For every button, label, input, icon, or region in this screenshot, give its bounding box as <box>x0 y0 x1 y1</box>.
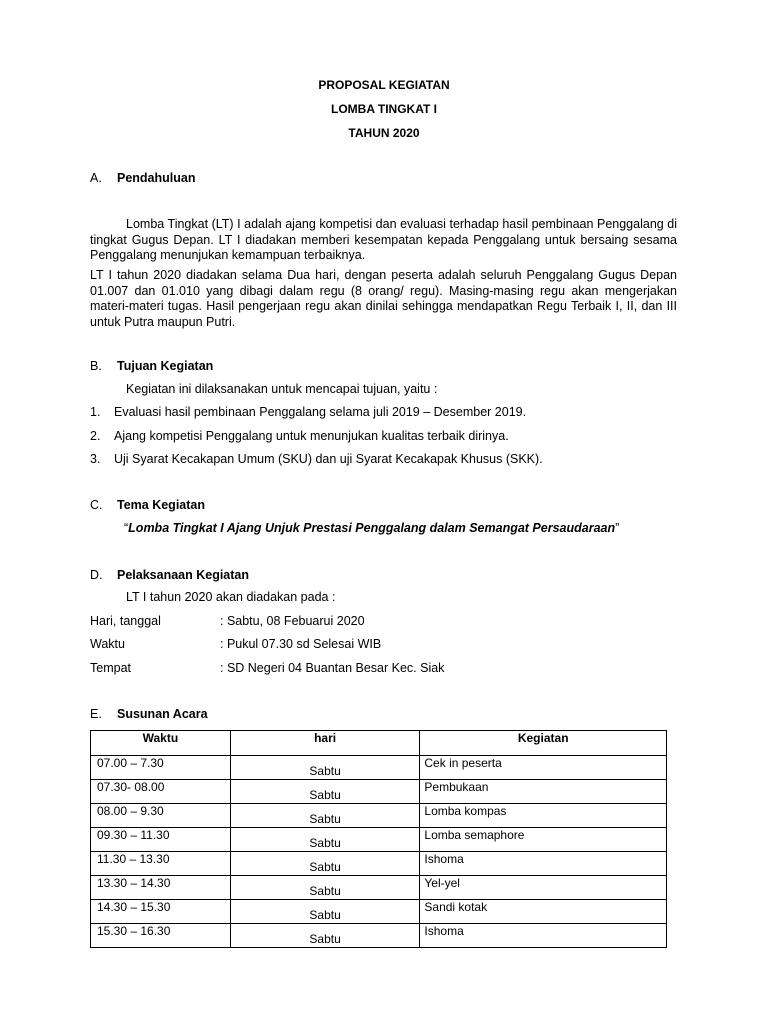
section-d-intro: LT I tahun 2020 akan diadakan pada : <box>126 590 336 604</box>
section-b-title: Tujuan Kegiatan <box>117 359 214 373</box>
quote-open: “ <box>124 521 129 535</box>
list-item-text: Ajang kompetisi Penggalang untuk menunjukan kualitas terbaik dirinya. <box>114 429 509 443</box>
detail-value-time: : Pukul 07.30 sd Selesai WIB <box>220 637 382 651</box>
section-a-title: Pendahuluan <box>117 171 196 185</box>
doc-subtitle: LOMBA TINGKAT I <box>331 102 437 116</box>
cell-kegiatan: Pembukaan <box>420 780 667 804</box>
cell-waktu: 09.30 – 11.30 <box>91 828 231 852</box>
doc-title: PROPOSAL KEGIATAN <box>318 78 450 92</box>
section-a-paragraph-2: LT I tahun 2020 diadakan selama Dua hari, dengan peserta adalah seluruh Penggalang Gugus Depan 01.007 dan 01.010 yang dibagi dalam regu (8 orang/ regu). Masing-masing regu akan mengerjakan materi-materi tugas. Hasil pengerjaan regu akan dinilai sehingga mendapatkan Regu Terbaik I, II, dan III untuk Putra maupun Putri. <box>90 268 677 329</box>
cell-kegiatan: Lomba kompas <box>420 804 667 828</box>
cell-hari: Sabtu <box>230 756 420 780</box>
cell-waktu: 07.30- 08.00 <box>91 780 231 804</box>
column-header-hari: hari <box>230 731 420 756</box>
quote-close: ” <box>615 521 620 535</box>
cell-kegiatan: Ishoma <box>420 852 667 876</box>
table-row <box>91 900 667 924</box>
cell-hari: Sabtu <box>230 852 420 876</box>
list-item-number: 1. <box>90 405 101 419</box>
detail-value-date: : Sabtu, 08 Febuarui 2020 <box>220 614 365 628</box>
cell-hari: Sabtu <box>230 780 420 804</box>
cell-waktu: 14.30 – 15.30 <box>91 900 231 924</box>
cell-waktu: 08.00 – 9.30 <box>91 804 231 828</box>
section-d-title: Pelaksanaan Kegiatan <box>117 568 250 582</box>
table-row <box>91 852 667 876</box>
column-header-waktu: Waktu <box>91 731 231 756</box>
cell-kegiatan: Cek in peserta <box>420 756 667 780</box>
schedule-table <box>90 730 667 948</box>
list-item-text: Uji Syarat Kecakapan Umum (SKU) dan uji Syarat Kecakapak Khusus (SKK). <box>114 452 543 466</box>
cell-hari: Sabtu <box>230 876 420 900</box>
table-row <box>91 876 667 900</box>
detail-label-place: Tempat <box>90 661 131 675</box>
cell-waktu: 15.30 – 16.30 <box>91 924 231 948</box>
cell-kegiatan: Yel-yel <box>420 876 667 900</box>
cell-waktu: 11.30 – 13.30 <box>91 852 231 876</box>
cell-kegiatan: Sandi kotak <box>420 900 667 924</box>
cell-waktu: 07.00 – 7.30 <box>91 756 231 780</box>
section-e-letter: E. <box>90 707 102 721</box>
theme-text: Lomba Tingkat I Ajang Unjuk Prestasi Penggalang dalam Semangat Persaudaraan <box>128 521 616 535</box>
cell-waktu: 13.30 – 14.30 <box>91 876 231 900</box>
section-a-paragraph-1: Lomba Tingkat (LT) I adalah ajang kompetisi dan evaluasi terhadap hasil pembinaan Penggalang di tingkat Gugus Depan. LT I diadakan memberi kesempatan kepada Penggalang untuk bersaing sesama Penggalang menunjukan kemampuan terbaiknya. <box>90 217 677 263</box>
theme-statement <box>124 521 619 537</box>
column-header-kegiatan: Kegiatan <box>420 731 667 756</box>
table-row <box>91 756 667 780</box>
detail-label-time: Waktu <box>90 637 125 651</box>
cell-hari: Sabtu <box>230 900 420 924</box>
doc-year: TAHUN 2020 <box>348 126 420 140</box>
table-row <box>91 828 667 852</box>
list-item-text: Evaluasi hasil pembinaan Penggalang selama juli 2019 – Desember 2019. <box>114 405 527 419</box>
list-item-number: 2. <box>90 429 101 443</box>
table-row <box>91 924 667 948</box>
section-a-letter: A. <box>90 171 102 185</box>
section-e-title: Susunan Acara <box>117 707 208 721</box>
section-b-intro: Kegiatan ini dilaksanakan untuk mencapai tujuan, yaitu : <box>126 382 438 396</box>
section-b-letter: B. <box>90 359 102 373</box>
table-row <box>91 780 667 804</box>
cell-kegiatan: Lomba semaphore <box>420 828 667 852</box>
cell-hari: Sabtu <box>230 828 420 852</box>
list-item-number: 3. <box>90 452 101 466</box>
table-header-row <box>91 731 667 756</box>
section-d-letter: D. <box>90 568 103 582</box>
cell-kegiatan: Ishoma <box>420 924 667 948</box>
section-c-letter: C. <box>90 498 103 512</box>
detail-value-place: : SD Negeri 04 Buantan Besar Kec. Siak <box>220 661 445 675</box>
cell-hari: Sabtu <box>230 804 420 828</box>
table-row <box>91 804 667 828</box>
section-c-title: Tema Kegiatan <box>117 498 205 512</box>
detail-label-date: Hari, tanggal <box>90 614 161 628</box>
cell-hari: Sabtu <box>230 924 420 948</box>
